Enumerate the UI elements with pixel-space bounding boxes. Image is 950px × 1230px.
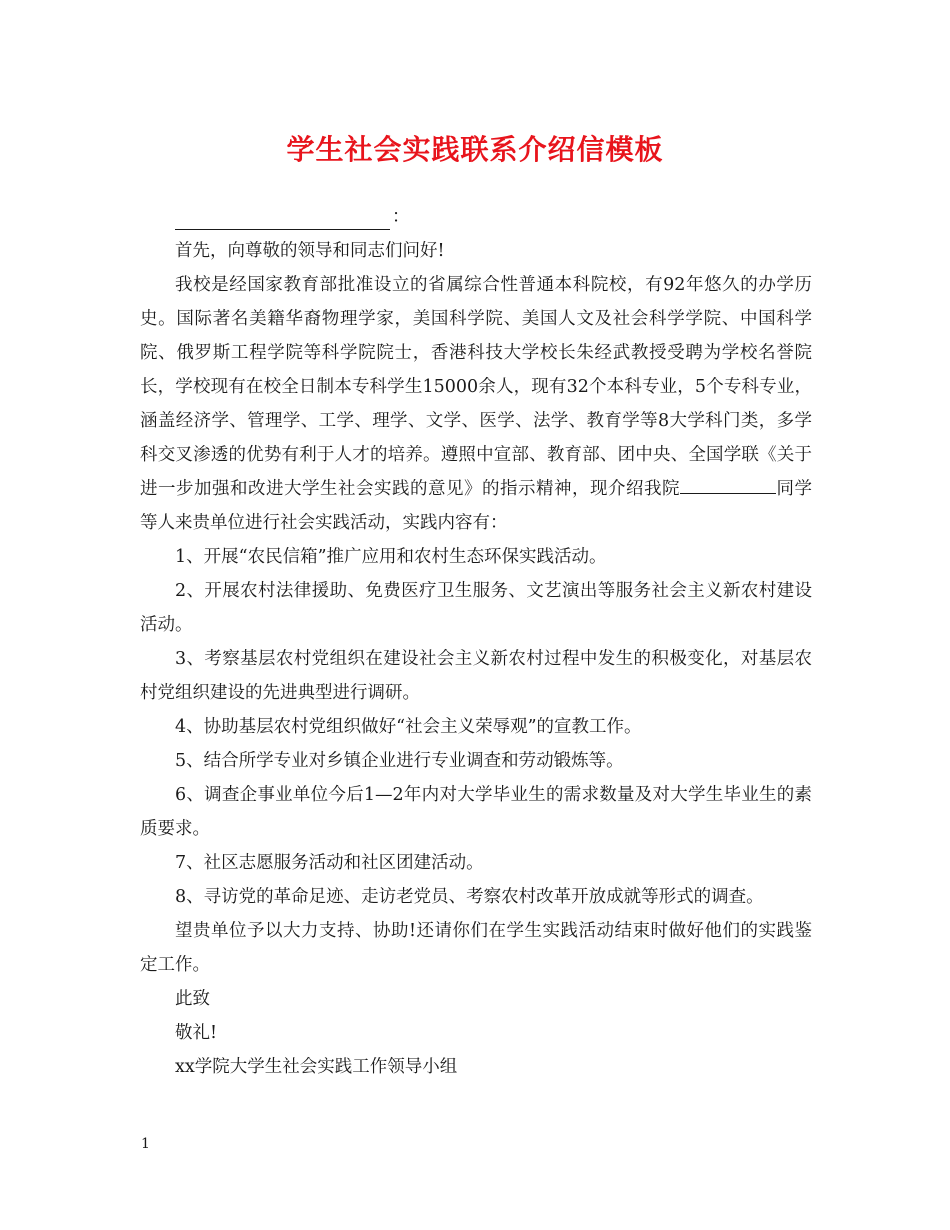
list-item: 7、社区志愿服务活动和社区团建活动。 — [175, 853, 484, 873]
list-item: 6、调查企事业单位今后1—2年内对大学毕业生的需求数量及对大学生毕业生的素质要求。 — [140, 785, 812, 839]
closing-cizhi: 此致 — [175, 989, 210, 1009]
list-item: 8、寻访党的革命足迹、走访老党员、考察农村改革开放成就等形式的调查。 — [175, 887, 764, 907]
list-item: 3、考察基层农村党组织在建设社会主义新农村过程中发生的积极变化，对基层农村党组织建设的先进典型进行调研。 — [140, 649, 812, 703]
recipient-blank — [175, 229, 390, 230]
student-name-blank — [680, 473, 776, 494]
list-item: 1、开展“农民信箱”推广应用和农村生态环保实践活动。 — [175, 547, 607, 567]
document-title: 学生社会实践联系介绍信模板 — [286, 133, 664, 166]
letter-body — [140, 200, 812, 1084]
signature: xx学院大学生社会实践工作领导小组 — [175, 1057, 458, 1077]
page-number: 1 — [141, 1136, 150, 1152]
closing-request-paragraph: 望贵单位予以大力支持、协助!还请你们在学生实践活动结束时做好他们的实践鉴定工作。 — [140, 921, 812, 975]
recipient-colon: ： — [392, 207, 410, 227]
intro-paragraph — [140, 268, 812, 540]
list-item: 4、协助基层农村党组织做好“社会主义荣辱观”的宣教工作。 — [175, 717, 642, 737]
list-item: 2、开展农村法律援助、免费医疗卫生服务、文艺演出等服务社会主义新农村建设活动。 — [140, 581, 812, 635]
greeting-paragraph: 首先，向尊敬的领导和同志们问好! — [175, 241, 445, 261]
list-item: 5、结合所学专业对乡镇企业进行专业调查和劳动锻炼等。 — [175, 751, 624, 771]
intro-text-part2: 同学等人来贵单位进行社会实践活动，实践内容有： — [140, 479, 812, 533]
recipient-line — [140, 200, 812, 234]
closing-jingli: 敬礼! — [175, 1023, 218, 1043]
intro-text-part1: 我校是经国家教育部批准设立的省属综合性普通本科院校，有92年悠久的办学历史。国际著名美籍华裔物理学家，美国科学院、美国人文及社会科学学院、中国科学院、俄罗斯工程学院等科学院院士，香港科技大学校长朱经武教授受聘为学校名誉院长，学校现有在校全日制本专科学生15000余人，现有32个本科专业，5个专科专业，涵盖经济学、管理学、工学、理学、文学、医学、法学、教育学等8大学科门类，多学科交叉渗透的优势有利于人才的培养。遵照中宣部、教育部、团中央、全国学联《关于进一步加强和改进大学生社会实践的意见》的指示精神，现介绍我院 — [140, 275, 812, 499]
